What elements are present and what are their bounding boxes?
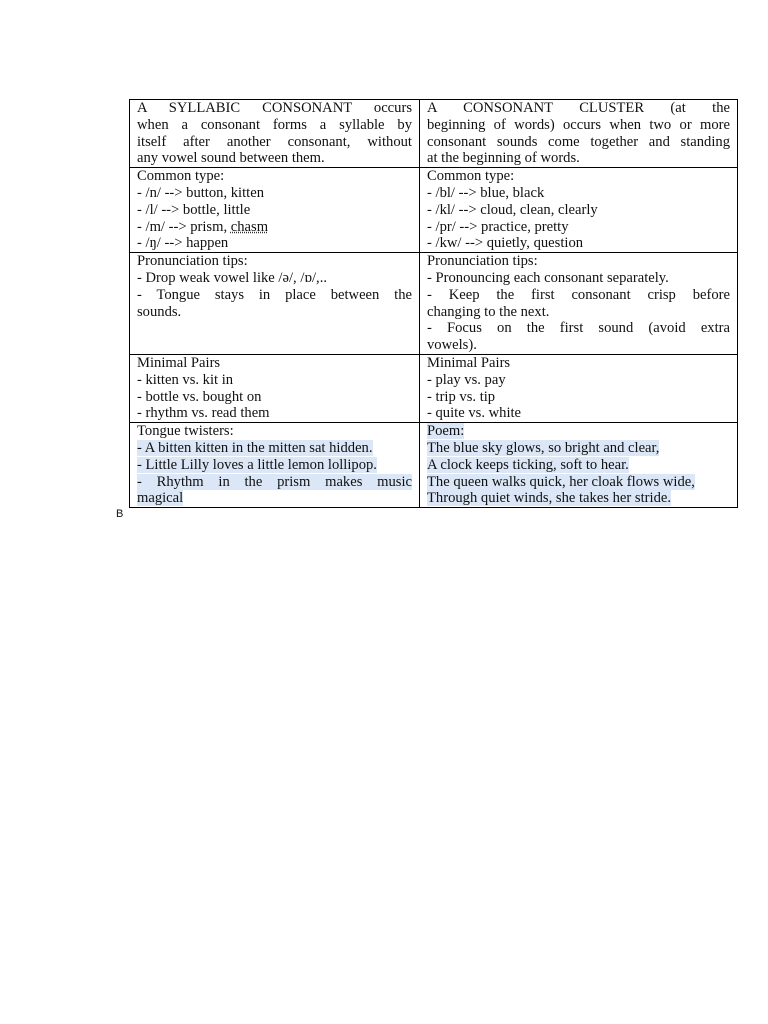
page-marker: B [116,508,124,520]
text-line: - Drop weak vowel like /ə/, /ɒ/,.. [137,269,328,286]
highlighted-text[interactable]: The blue sky glows, so bright and clear, [427,439,660,456]
text-line [137,440,412,457]
text-line [427,423,730,440]
text-line [427,490,730,507]
text-line: - Keep the first consonant crisp before [427,286,730,303]
cell-heading: Tongue twisters: [137,423,234,440]
cell-heading: Pronunciation tips: [427,253,538,270]
list-item: - /kl/ --> cloud, clean, clearly [427,201,598,218]
text-line: sounds. [137,303,182,320]
text-line: consonant sounds come together and standing [427,133,730,150]
cell-heading: Pronunciation tips: [137,253,248,270]
highlighted-text[interactable]: A clock keeps ticking, soft to hear. [427,456,629,473]
highlighted-text[interactable]: Poem: [427,423,465,440]
highlighted-text[interactable]: - Little Lilly loves a little lemon lollipop. [137,456,377,473]
text-line: itself after another consonant, without [137,133,412,150]
cell-heading: Common type: [427,168,515,185]
list-item-text: - /m/ --> prism, [137,218,231,235]
list-item: - /ŋ/ --> happen [137,235,229,252]
tongue-twisters-cell [130,423,420,508]
table-row-pronunciation-tips [130,253,738,355]
table-row-definitions [130,100,738,168]
text-line [137,457,412,474]
table-row-common-type [130,168,738,253]
text-line: A CONSONANT CLUSTER (at the [427,100,730,116]
table-row-practice [130,423,738,508]
spellcheck-word[interactable]: chasm [230,218,269,235]
list-item [137,219,412,236]
list-item: - kitten vs. kit in [137,371,234,388]
text-line: vowels). [427,337,477,354]
text-line: - Tongue stays in place between the [137,286,412,303]
text-line: changing to the next. [427,303,550,320]
text-line: at the beginning of words. [427,150,580,167]
list-item: - /kw/ --> quietly, question [427,235,584,252]
text-line: A SYLLABIC CONSONANT occurs [137,100,412,116]
cluster-minimal-pairs-cell [420,354,738,422]
syllabic-minimal-pairs-cell [130,354,420,422]
syllabic-tips-cell [130,253,420,355]
text-line [427,474,730,491]
syllabic-common-type-cell [130,168,420,253]
text-line: any vowel sound between them. [137,150,325,167]
text-line: when a consonant forms a syllable by [137,116,412,133]
poem-cell [420,423,738,508]
list-item: - /pr/ --> practice, pretty [427,218,569,235]
list-item: - rhythm vs. read them [137,405,270,422]
cell-heading: Minimal Pairs [427,354,511,371]
list-item: - bottle vs. bought on [137,388,262,405]
highlighted-text[interactable]: magical [137,490,184,507]
pronunciation-table [129,99,738,508]
list-item: - play vs. pay [427,371,506,388]
cluster-common-type-cell [420,168,738,253]
highlighted-text[interactable]: - A bitten kitten in the mitten sat hidden. [137,439,373,456]
syllabic-definition-cell [130,100,420,168]
highlighted-text[interactable]: The queen walks quick, her cloak flows wide, [427,473,695,490]
list-item: - quite vs. white [427,405,522,422]
cell-heading: Common type: [137,168,225,185]
cell-heading: Minimal Pairs [137,354,221,371]
text-line [427,457,730,474]
list-item: - trip vs. tip [427,388,496,405]
text-line [137,490,412,507]
list-item: - /l/ --> bottle, little [137,201,251,218]
text-line [427,440,730,457]
cluster-tips-cell [420,253,738,355]
highlighted-text[interactable]: - Rhythm in the prism makes music [137,473,412,490]
list-item: - /bl/ --> blue, black [427,184,545,201]
text-line: beginning of words) occurs when two or more [427,116,730,133]
cluster-definition-cell [420,100,738,168]
text-line: - Focus on the first sound (avoid extra [427,320,730,337]
table-row-minimal-pairs [130,354,738,422]
text-line: - Pronouncing each consonant separately. [427,269,669,286]
highlighted-text[interactable]: Through quiet winds, she takes her stride. [427,490,671,507]
list-item: - /n/ --> button, kitten [137,184,264,201]
